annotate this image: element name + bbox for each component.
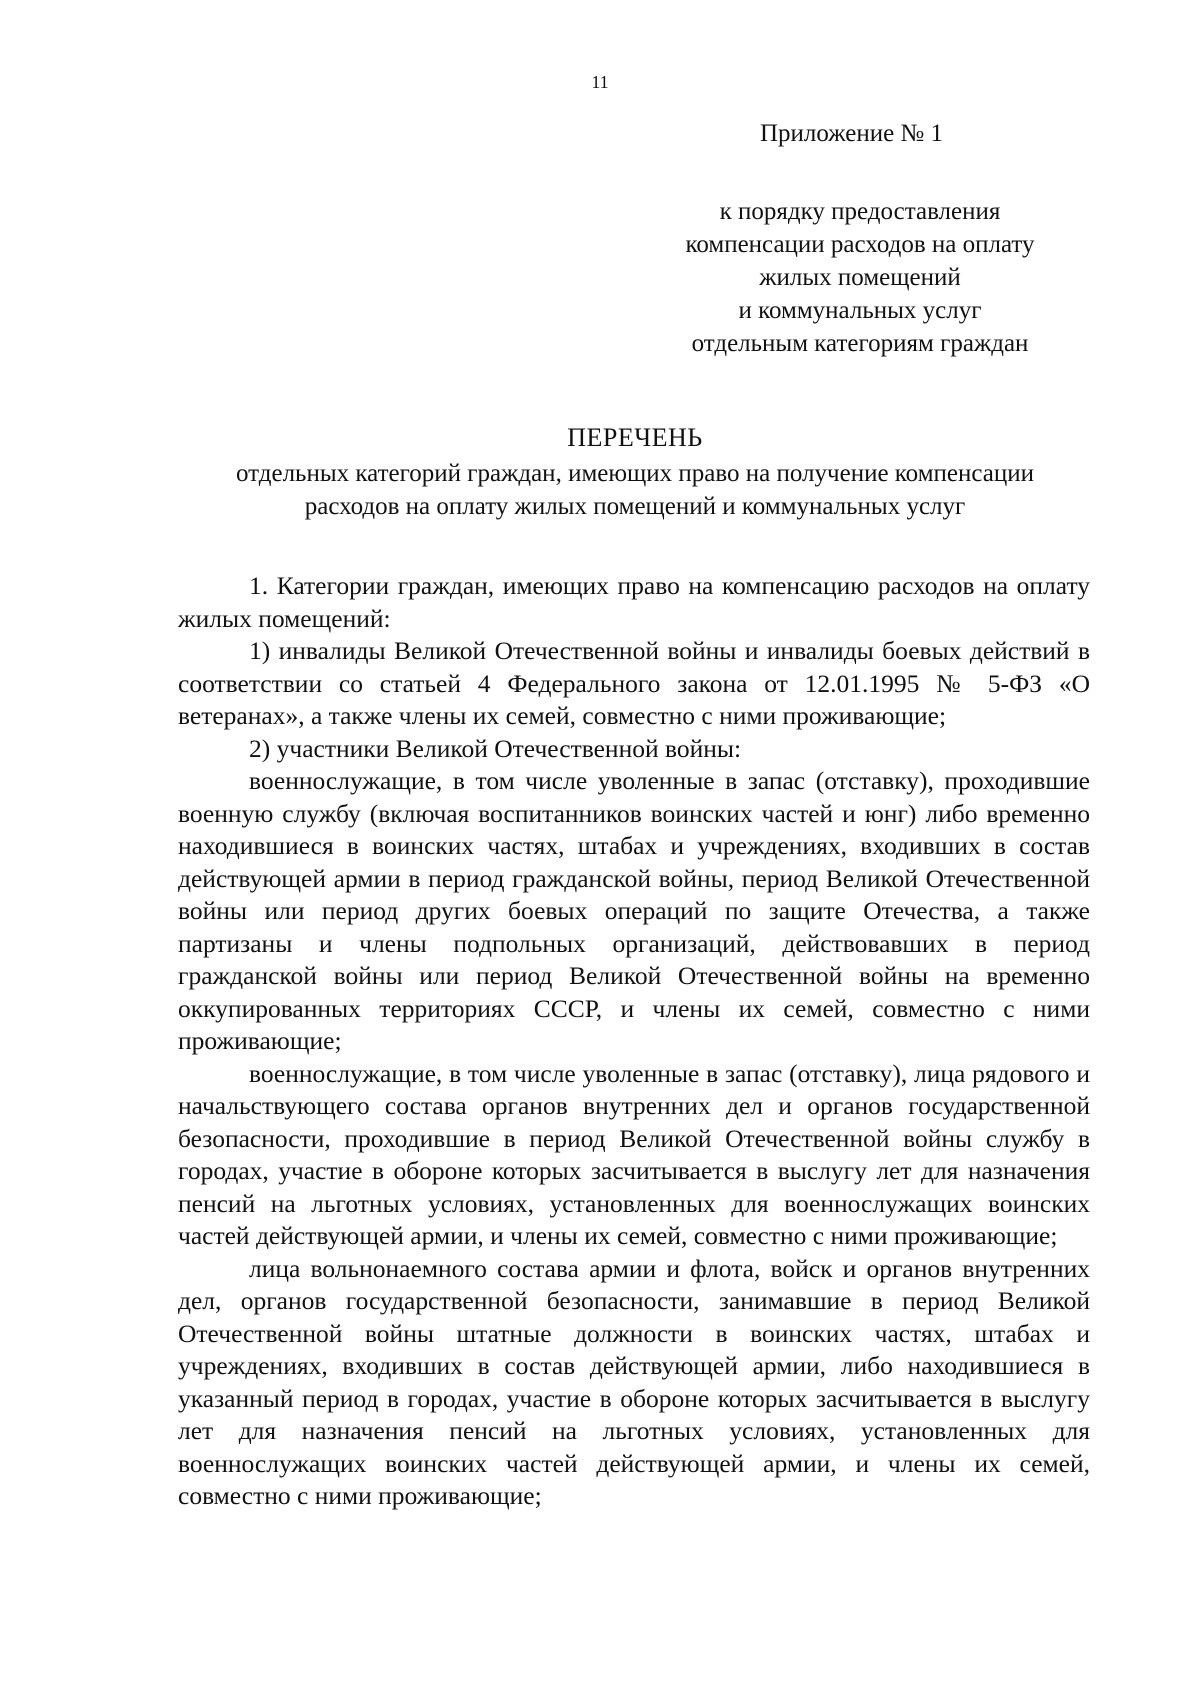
body-paragraph: военнослужащие, в том числе уволенные в запас (отставку), проходившие военную службу (включая воспитанников воинских частей и юнг) либо временно находившиеся в воинских частях, штабах и учреждениях, входивших в состав действующей армии в период гражданской войны, период Великой Отечественной войны или период других боевых операций по защите Отечества, а также партизаны и члены подпольных организаций, действовавших в период гражданской войны или период Великой Отечественной войны на временно оккупированных территориях СССР, и члены их семей, совместно с ними проживающие;: [178, 766, 1090, 1055]
appendix-title: Приложение № 1: [760, 120, 944, 147]
body-paragraph: 2) участники Великой Отечественной войны:: [249, 733, 742, 763]
body-paragraph: 1. Категории граждан, имеющих право на компенсацию расходов на оплату жилых помещений:: [178, 571, 1090, 633]
appendix-line: и коммунальных услуг: [738, 297, 982, 324]
document-body: [178, 570, 1090, 1513]
list-subtitle: [180, 457, 1090, 523]
appendix-line: отдельным категориям граждан: [691, 330, 1029, 357]
list-title: ПЕРЕЧЕНЬ: [567, 423, 703, 452]
body-paragraph: военнослужащие, в том числе уволенные в запас (отставку), лица рядового и начальствующего состава органов внутренних дел и органов государственной безопасности, проходившие в период Великой Отечественной войны службу в городах, участие в обороне которых засчитывается в выслугу лет для назначения пенсий на льготных условиях, установленных для военнослужащих воинских частей действующей армии, и члены их семей, совместно с ними проживающие;: [178, 1058, 1090, 1250]
page-number: 11: [591, 72, 609, 92]
appendix-line: к порядку предоставления: [719, 198, 1001, 225]
list-subtitle-line: расходов на оплату жилых помещений и коммунальных услуг: [304, 493, 966, 520]
list-subtitle-line: отдельных категорий граждан, имеющих право на получение компенсации: [235, 460, 1035, 487]
appendix-line: жилых помещений: [759, 264, 961, 291]
body-paragraph: 1) инвалиды Великой Отечественной войны и инвалиды боевых действий в соответствии со статьей 4 Федерального закона от 12.01.1995 № 5-ФЗ «О ветеранах», а также члены их семей, совместно с ними проживающие;: [178, 636, 1090, 730]
appendix-line: компенсации расходов на оплату: [685, 231, 1035, 258]
appendix-reference: [640, 195, 1080, 360]
body-paragraph: лица вольнонаемного состава армии и флота, войск и органов внутренних дел, органов государственной безопасности, занимавшие в период Великой Отечественной войны штатные должности в воинских частях, штабах и учреждениях, входивших в состав действующей армии, либо находившиеся в указанный период в городах, участие в обороне которых засчитывается в выслугу лет для назначения пенсий на льготных условиях, установленных для военнослужащих воинских частей действующей армии, и члены их семей, совместно с ними проживающие;: [178, 1253, 1090, 1510]
